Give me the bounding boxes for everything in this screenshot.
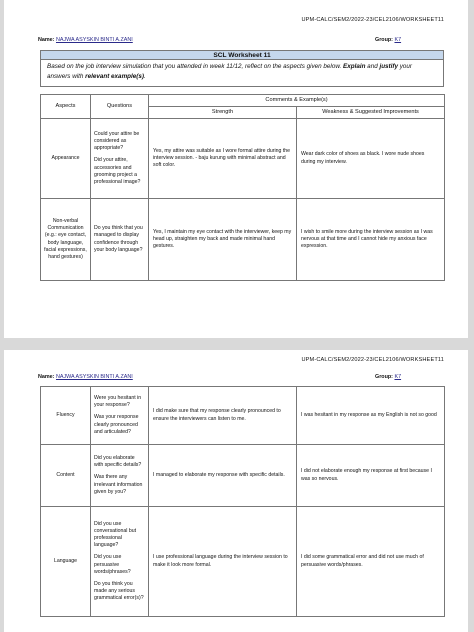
strength-cell: I did make sure that my response clearly pronounced to ensure the interviewers can listen to me. [149, 387, 297, 445]
question-text: Was your response clearly pronounced and articulated? [94, 414, 139, 435]
group-value: K7 [394, 37, 402, 43]
instructions-text2: your answers with [47, 63, 412, 80]
weakness-cell: I was hesitant in my response as my English is not so good [297, 387, 445, 445]
group-line [375, 37, 401, 43]
weakness-cell: I did some grammatical error and did not use much of persuasive words/phrases. [297, 507, 445, 617]
student-name-line [38, 37, 133, 43]
instructions-emph-examples: relevant example(s) [85, 73, 144, 80]
aspect-cell: Appearance [41, 119, 91, 199]
instructions-and: and [365, 63, 380, 70]
name-value: NAJWA ASYSKIN BINTI A.ZANI [55, 374, 133, 380]
header-strength: Strength [149, 107, 297, 119]
instructions-emph-justify: justify [379, 63, 398, 70]
name-label: Name: [38, 37, 55, 43]
weakness-cell: I wish to smile more during the interview session as I was nervous at that time and I cannot hide my anxious face expression. [297, 199, 445, 281]
instructions-text: Based on the job interview simulation that you attended in week 11/12, reflect on the aspects given below. [47, 63, 344, 70]
name-label: Name: [38, 374, 55, 380]
weakness-cell: Wear dark color of shoes as black. I wore nude shoes during my interview. [297, 119, 445, 199]
strength-cell: Yes, my attire was suitable as I wore formal attire during the interview session. - baju kurung with minimal abstract and soft color. [149, 119, 297, 199]
name-value: NAJWA ASYSKIN BINTI A.ZANI [55, 37, 133, 43]
group-label: Group: [375, 37, 393, 43]
strength-cell: I use professional language during the interview session to make it look more formal. [149, 507, 297, 617]
instructions [40, 60, 444, 87]
questions-cell [91, 445, 149, 507]
table-row [41, 445, 445, 507]
reflection-table-page-2 [40, 386, 445, 617]
group-line [375, 374, 401, 380]
aspect-cell: Language [41, 507, 91, 617]
aspect-cell: Content [41, 445, 91, 507]
header-weakness: Weakness & Suggested Improvements [297, 107, 445, 119]
question-text: Could your attire be considered as appropriate? [94, 131, 140, 152]
questions-cell [91, 387, 149, 445]
aspect-cell: Non-verbal Communication (e.g.: eye contact, body language, facial expressions, hand gestures) [41, 199, 91, 281]
aspect-cell: Fluency [41, 387, 91, 445]
question-text: Do you think you made any serious grammatical error(s)? [94, 580, 144, 601]
instructions-emph-explain: Explain [343, 63, 366, 70]
question-text: Were you hesitant in your response? [94, 395, 142, 409]
question-text: Did you elaborate with specific details? [94, 455, 142, 469]
question-text: Did you use persuasive words/phrases? [94, 554, 131, 575]
questions-cell [91, 119, 149, 199]
table-row [41, 387, 445, 445]
worksheet-page-1 [4, 0, 468, 338]
header-questions: Questions [91, 95, 149, 119]
table-row [41, 119, 445, 199]
document-code: UPM-CALC/SEM2/2022-23/CEL2106/WORKSHEET11 [301, 17, 444, 23]
strength-cell: I managed to elaborate my response with specific details. [149, 445, 297, 507]
worksheet-title: SCL Worksheet 11 [40, 50, 444, 60]
weakness-cell: I did not elaborate enough my response at first because I was so nervous. [297, 445, 445, 507]
reflection-table-page-1 [40, 94, 445, 281]
instructions-end: . [143, 73, 146, 80]
table-row [41, 507, 445, 617]
student-name-line [38, 374, 133, 380]
worksheet-page-2 [4, 350, 468, 632]
question-text: Was there any irrelevant information given by you? [94, 474, 143, 495]
header-aspects: Aspects [41, 95, 91, 119]
header-comments: Comments & Example(s) [149, 95, 445, 107]
question-text: Did you use conversational but professional language? [94, 521, 137, 549]
question-text: Do you think that you managed to display confidence through your body language? [94, 225, 143, 253]
questions-cell [91, 199, 149, 281]
document-code: UPM-CALC/SEM2/2022-23/CEL2106/WORKSHEET11 [301, 357, 444, 363]
strength-cell: Yes, I maintain my eye contact with the interviewer, keep my head up, straighten my back and made minimal hand gestures. [149, 199, 297, 281]
group-label: Group: [375, 374, 393, 380]
group-value: K7 [394, 374, 402, 380]
question-text: Did your attire, accessories and grooming project a professional image? [94, 157, 141, 185]
table-row [41, 199, 445, 281]
questions-cell [91, 507, 149, 617]
